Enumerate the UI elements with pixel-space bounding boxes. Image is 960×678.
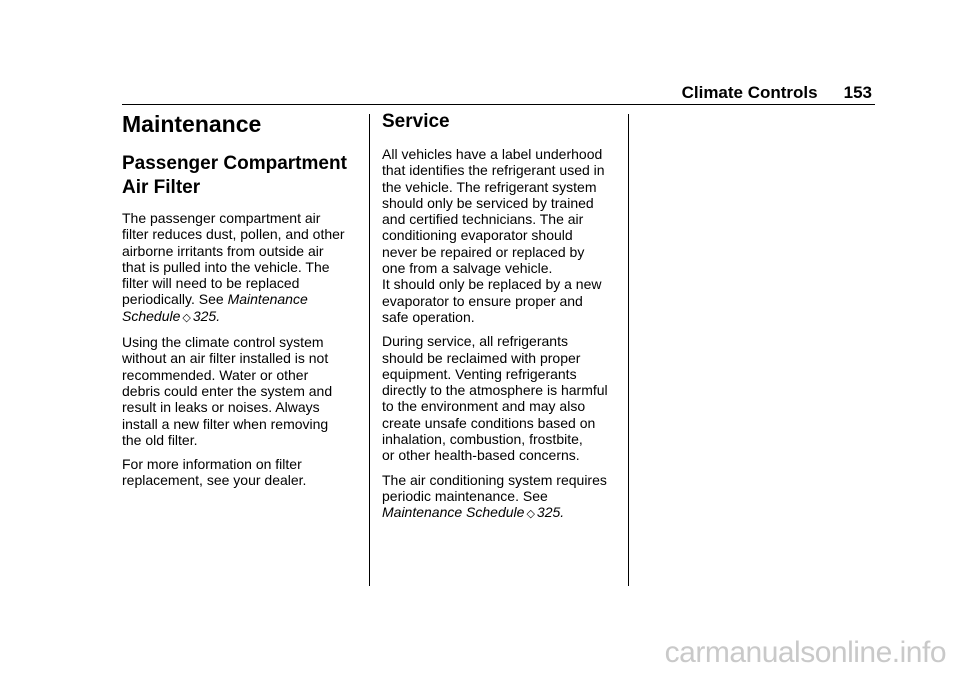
page-number: 153 bbox=[843, 83, 872, 102]
paragraph-without-filter bbox=[122, 334, 358, 448]
text-line: the vehicle. The refrigerant system bbox=[382, 178, 597, 195]
section-title: Climate Controls bbox=[681, 83, 818, 102]
text-line: and certified technicians. The air bbox=[382, 211, 584, 228]
column-service bbox=[382, 110, 618, 531]
text-line: The air conditioning system requires bbox=[382, 471, 607, 488]
maintenance-schedule-link[interactable]: Maintenance Schedule bbox=[382, 504, 525, 521]
text-line: During service, all refrigerants bbox=[382, 333, 568, 350]
text-line: without an air filter installed is not bbox=[122, 350, 329, 367]
text-line: filter will need to be replaced bbox=[122, 275, 300, 292]
header-rule bbox=[122, 104, 875, 105]
text-line: create unsafe conditions based on bbox=[382, 414, 596, 431]
text-line: that identifies the refrigerant used in bbox=[382, 162, 605, 179]
see-text: periodically. See bbox=[122, 291, 228, 308]
text-line: one from a salvage vehicle. bbox=[382, 260, 553, 277]
text-line: All vehicles have a label underhood bbox=[382, 146, 603, 162]
text-line: result in leaks or noises. Always bbox=[122, 399, 320, 416]
paragraph-refrigerant-label bbox=[382, 146, 618, 325]
text-line: conditioning evaporator should bbox=[382, 227, 573, 244]
text-line: debris could enter the system and bbox=[122, 382, 333, 399]
page-header bbox=[682, 82, 872, 104]
page-ref-icon: ◇ bbox=[182, 311, 191, 324]
subheading-line-2: Air Filter bbox=[122, 177, 201, 198]
subheading-passenger-compartment-air-filter bbox=[122, 152, 358, 200]
text-line: equipment. Venting refrigerants bbox=[382, 365, 577, 382]
text-line: filter reduces dust, pollen, and other bbox=[122, 226, 345, 243]
column-maintenance bbox=[122, 110, 358, 497]
text-line: Using the climate control system bbox=[122, 334, 324, 351]
paragraph-more-info bbox=[122, 456, 358, 489]
text-line-ref bbox=[122, 308, 358, 326]
text-line: that is pulled into the vehicle. The bbox=[122, 258, 330, 275]
section-heading-maintenance: Maintenance bbox=[122, 111, 262, 137]
text-line: never be repaired or replaced by bbox=[382, 243, 585, 260]
page-ref-number[interactable]: 325. bbox=[192, 307, 221, 324]
text-line: directly to the atmosphere is harmful bbox=[382, 382, 608, 399]
maintenance-schedule-link-cont[interactable]: Schedule bbox=[122, 307, 181, 324]
text-line: evaporator to ensure proper and bbox=[382, 292, 583, 309]
text-line: periodic maintenance. See bbox=[382, 487, 548, 504]
section-heading-service: Service bbox=[382, 111, 450, 132]
text-line: the old filter. bbox=[122, 431, 198, 448]
page-ref-number[interactable]: 325. bbox=[536, 504, 565, 521]
text-line: or other health-based concerns. bbox=[382, 447, 580, 464]
text-line: to the environment and may also bbox=[382, 398, 586, 415]
text-line: should only be serviced by trained bbox=[382, 194, 594, 211]
text-line: should be reclaimed with proper bbox=[382, 349, 581, 366]
text-line: replacement, see your dealer. bbox=[122, 472, 307, 489]
text-line: inhalation, combustion, frostbite, bbox=[382, 431, 583, 448]
maintenance-schedule-link[interactable]: Maintenance bbox=[227, 291, 308, 308]
text-line: It should only be replaced by a new bbox=[382, 276, 602, 293]
column-divider-left bbox=[369, 114, 370, 586]
text-line-see bbox=[122, 291, 358, 307]
text-line: install a new filter when removing bbox=[122, 415, 329, 432]
column-divider-right bbox=[628, 114, 629, 586]
text-line-ref bbox=[382, 504, 618, 522]
text-line: airborne irritants from outside air bbox=[122, 242, 324, 259]
text-line: The passenger compartment air bbox=[122, 210, 321, 226]
subheading-line-1: Passenger Compartment bbox=[122, 153, 347, 174]
page-ref-icon: ◇ bbox=[526, 508, 535, 521]
text-line: For more information on filter bbox=[122, 456, 302, 473]
text-line: safe operation. bbox=[382, 308, 475, 325]
paragraph-filter-purpose bbox=[122, 210, 358, 326]
paragraph-periodic-maintenance bbox=[382, 472, 618, 523]
watermark: carmanualsonline.info bbox=[664, 636, 946, 669]
text-line: recommended. Water or other bbox=[122, 366, 309, 383]
paragraph-reclaim-refrigerants bbox=[382, 333, 618, 463]
